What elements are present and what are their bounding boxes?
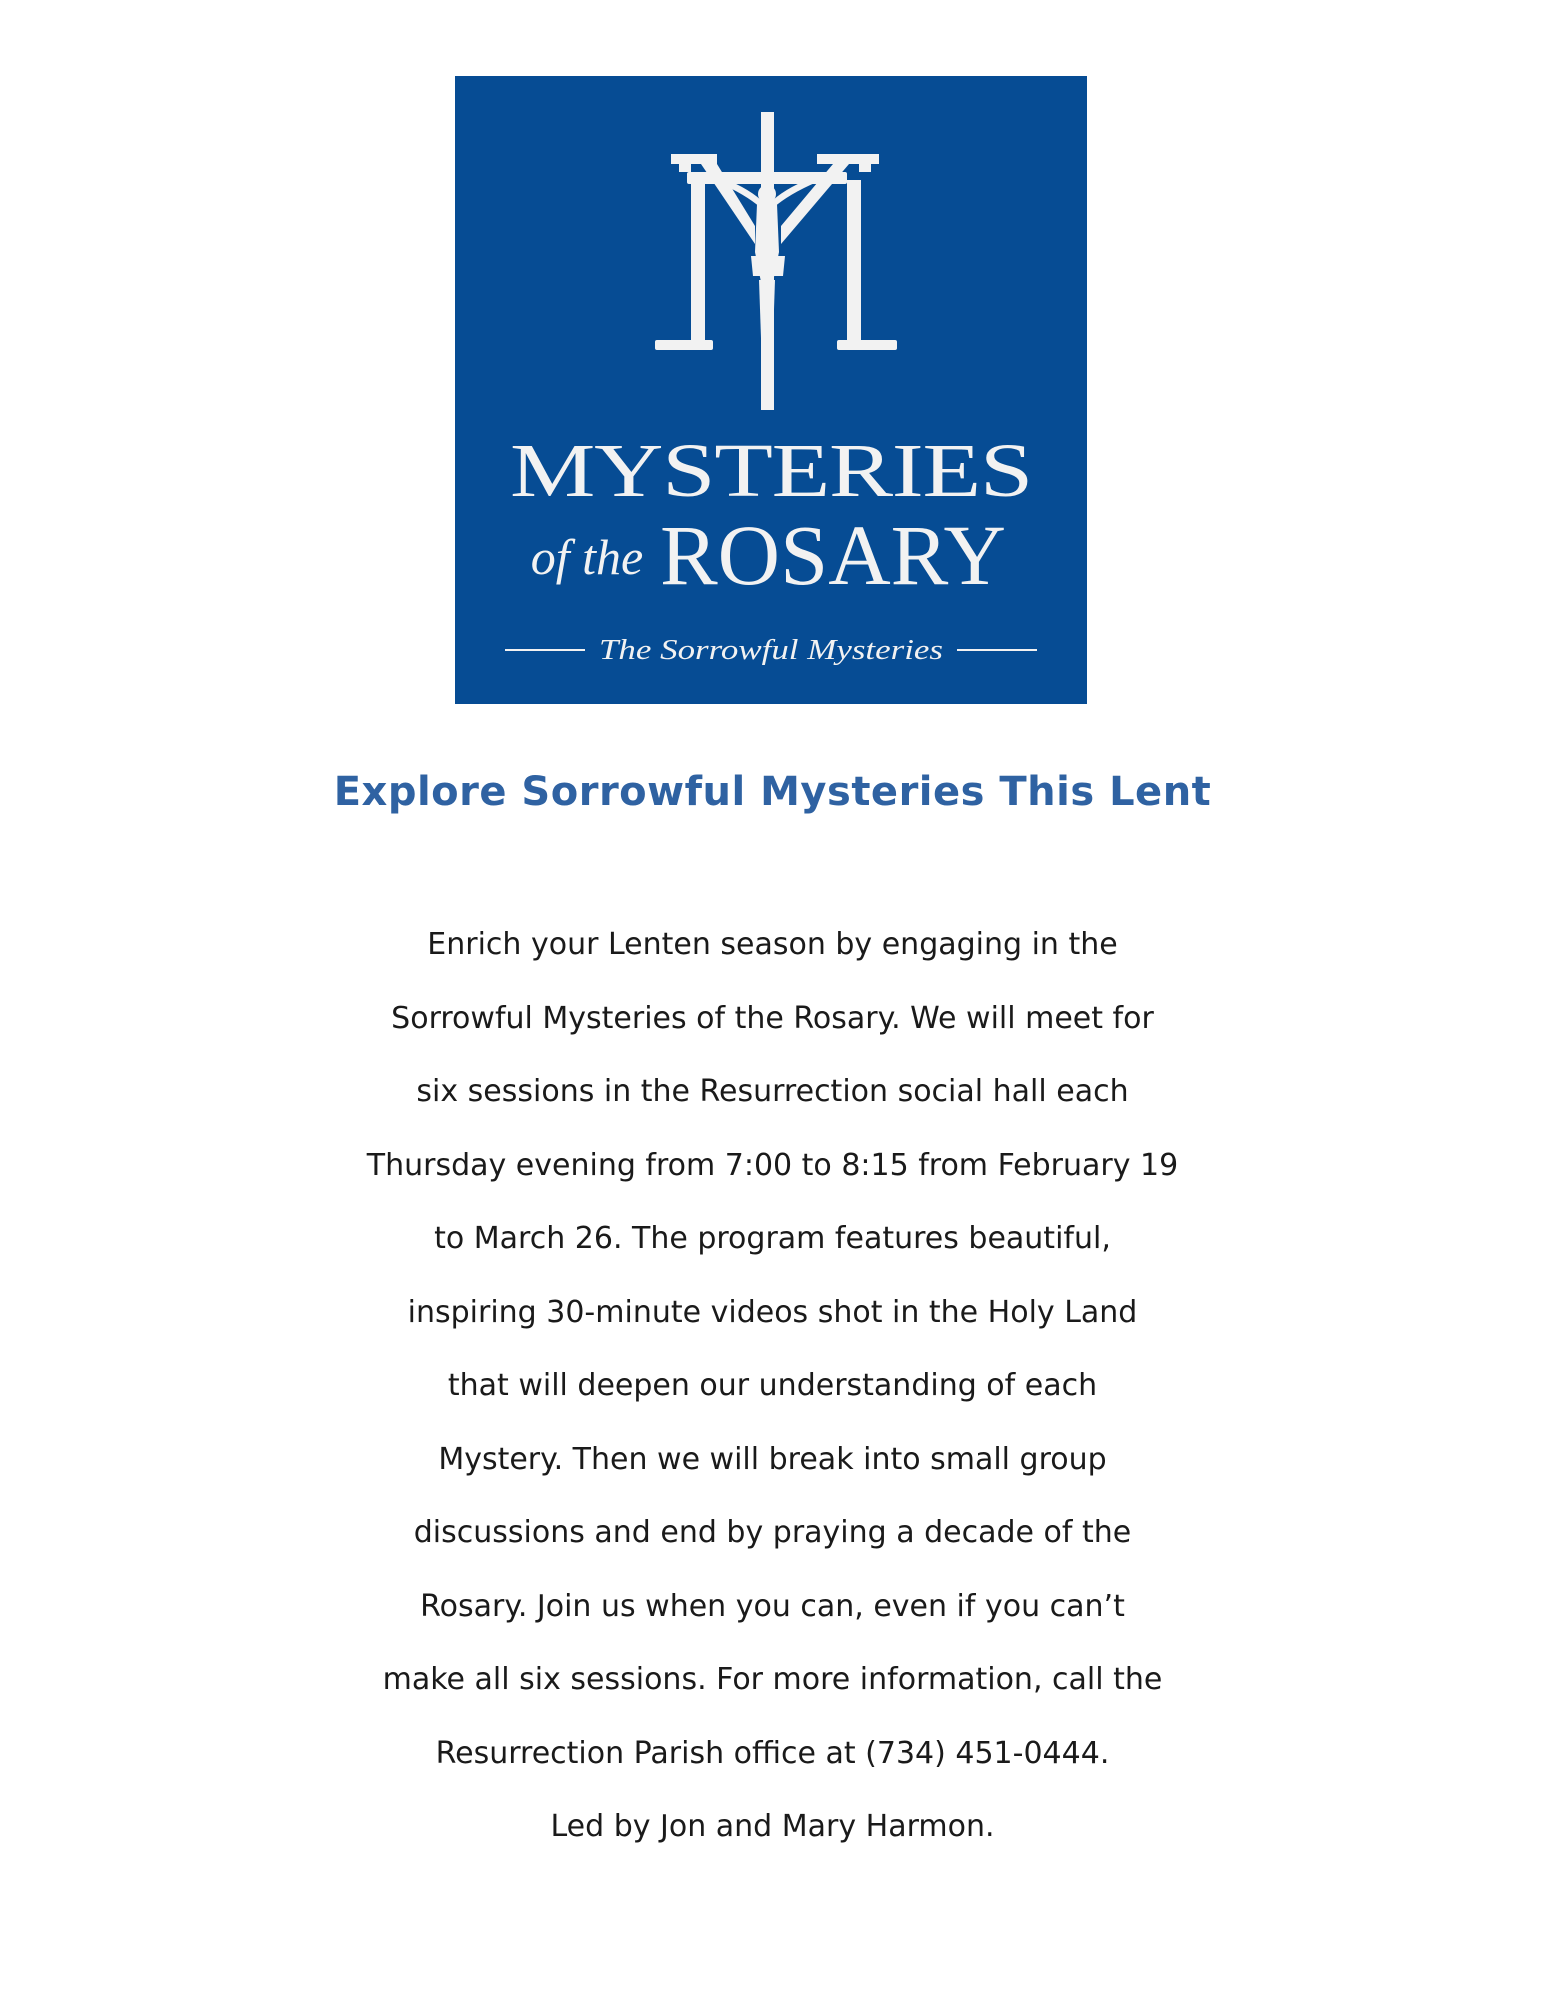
description-line: Enrich your Lenten season by engaging in the xyxy=(427,927,1118,962)
description-line: to March 26. The program features beautiful, xyxy=(434,1221,1111,1256)
description-line: that will deepen our understanding of each xyxy=(447,1368,1098,1403)
mysteries-of-the-rosary-logo xyxy=(455,76,1087,704)
description-line: inspiring 30-minute videos shot in the Holy Land xyxy=(407,1294,1138,1330)
description-line: Mystery. Then we will break into small group xyxy=(438,1441,1107,1477)
description-line: Led by Jon and Mary Harmon. xyxy=(550,1809,995,1844)
description-line: Thursday evening from 7:00 to 8:15 from February 19 xyxy=(366,1147,1179,1183)
page-headline: Explore Sorrowful Mysteries This Lent xyxy=(333,769,1212,815)
description-line: discussions and end by praying a decade of the xyxy=(413,1515,1132,1550)
description-line: Resurrection Parish office at (734) 451-0444. xyxy=(435,1735,1110,1771)
logo-subtitle: The Sorrowful Mysteries xyxy=(599,634,943,666)
description-line: Sorrowful Mysteries of the Rosary. We will meet for xyxy=(391,1000,1154,1036)
logo-title-mysteries: MYSTERIES xyxy=(510,429,1032,513)
logo-title-rosary: ROSARY xyxy=(660,507,1006,603)
description-line: make all six sessions. For more information, call the xyxy=(382,1662,1163,1697)
description-line: Rosary. Join us when you can, even if you can’t xyxy=(420,1588,1125,1624)
logo-title-of-the: of the xyxy=(530,529,644,585)
event-description xyxy=(0,908,1545,1864)
description-line: six sessions in the Resurrection social hall each xyxy=(416,1074,1129,1109)
